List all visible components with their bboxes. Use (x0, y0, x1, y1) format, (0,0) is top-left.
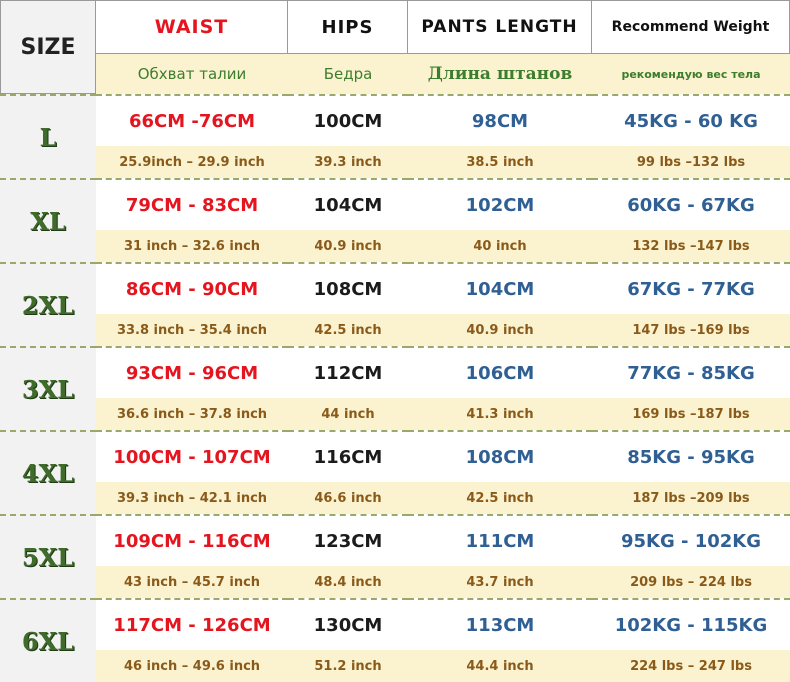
size-header: SIZE (0, 0, 96, 94)
waist-cm-value: 93CM - 96CM (96, 346, 288, 398)
weight-lbs-value: 147 lbs –169 lbs (592, 314, 790, 346)
hips-cm-value: 104CM (288, 178, 408, 230)
hips-inch-value: 39.3 inch (288, 146, 408, 178)
waist-cm-value: 117CM - 126CM (96, 598, 288, 650)
waist-inch-value: 36.6 inch – 37.8 inch (96, 398, 288, 430)
weight-kg-value: 77KG - 85KG (592, 346, 790, 398)
waist-cm-value: 79CM - 83CM (96, 178, 288, 230)
waist-inch-value: 46 inch – 49.6 inch (96, 650, 288, 682)
waist-subheader: Обхват талии (96, 54, 288, 94)
size-label: L (0, 94, 96, 178)
waist-inch-value: 43 inch – 45.7 inch (96, 566, 288, 598)
length-cm-value: 106CM (408, 346, 592, 398)
hips-cm-value: 123CM (288, 514, 408, 566)
waist-cm-value: 109CM - 116CM (96, 514, 288, 566)
waist-inch-value: 31 inch – 32.6 inch (96, 230, 288, 262)
waist-inch-value: 33.8 inch – 35.4 inch (96, 314, 288, 346)
weight-kg-value: 60KG - 67KG (592, 178, 790, 230)
length-cm-value: 98CM (408, 94, 592, 146)
hips-inch-value: 46.6 inch (288, 482, 408, 514)
weight-kg-value: 95KG - 102KG (592, 514, 790, 566)
length-cm-value: 102CM (408, 178, 592, 230)
hips-inch-value: 44 inch (288, 398, 408, 430)
hips-header: HIPS (288, 0, 408, 54)
size-label: 4XL (0, 430, 96, 514)
hips-inch-value: 48.4 inch (288, 566, 408, 598)
length-cm-value: 111CM (408, 514, 592, 566)
size-label: 3XL (0, 346, 96, 430)
length-inch-value: 38.5 inch (408, 146, 592, 178)
weight-kg-value: 85KG - 95KG (592, 430, 790, 482)
weight-lbs-value: 209 lbs – 224 lbs (592, 566, 790, 598)
length-inch-value: 42.5 inch (408, 482, 592, 514)
weight-kg-value: 67KG - 77KG (592, 262, 790, 314)
length-inch-value: 43.7 inch (408, 566, 592, 598)
weight-lbs-value: 132 lbs –147 lbs (592, 230, 790, 262)
size-label: 6XL (0, 598, 96, 682)
weight-lbs-value: 169 lbs –187 lbs (592, 398, 790, 430)
waist-cm-value: 66CM -76CM (96, 94, 288, 146)
waist-inch-value: 25.9inch – 29.9 inch (96, 146, 288, 178)
weight-lbs-value: 187 lbs –209 lbs (592, 482, 790, 514)
weight-lbs-value: 224 lbs – 247 lbs (592, 650, 790, 682)
size-label: 2XL (0, 262, 96, 346)
waist-header: WAIST (96, 0, 288, 54)
hips-inch-value: 40.9 inch (288, 230, 408, 262)
length-cm-value: 113CM (408, 598, 592, 650)
weight-header: Recommend Weight (592, 0, 790, 54)
size-label: XL (0, 178, 96, 262)
pants-length-header: PANTS LENGTH (408, 0, 592, 54)
length-cm-value: 104CM (408, 262, 592, 314)
hips-inch-value: 42.5 inch (288, 314, 408, 346)
length-inch-value: 41.3 inch (408, 398, 592, 430)
waist-cm-value: 86CM - 90CM (96, 262, 288, 314)
hips-cm-value: 108CM (288, 262, 408, 314)
weight-kg-value: 45KG - 60 KG (592, 94, 790, 146)
hips-cm-value: 130CM (288, 598, 408, 650)
length-inch-value: 40 inch (408, 230, 592, 262)
length-cm-value: 108CM (408, 430, 592, 482)
weight-subheader: рекомендую вес тела (592, 54, 790, 94)
waist-cm-value: 100CM - 107CM (96, 430, 288, 482)
hips-cm-value: 100CM (288, 94, 408, 146)
hips-subheader: Бедра (288, 54, 408, 94)
size-label: 5XL (0, 514, 96, 598)
length-inch-value: 44.4 inch (408, 650, 592, 682)
weight-kg-value: 102KG - 115KG (592, 598, 790, 650)
pants-length-subheader: Длина штанов (408, 54, 592, 94)
waist-inch-value: 39.3 inch – 42.1 inch (96, 482, 288, 514)
hips-inch-value: 51.2 inch (288, 650, 408, 682)
length-inch-value: 40.9 inch (408, 314, 592, 346)
weight-lbs-value: 99 lbs –132 lbs (592, 146, 790, 178)
hips-cm-value: 112CM (288, 346, 408, 398)
hips-cm-value: 116CM (288, 430, 408, 482)
